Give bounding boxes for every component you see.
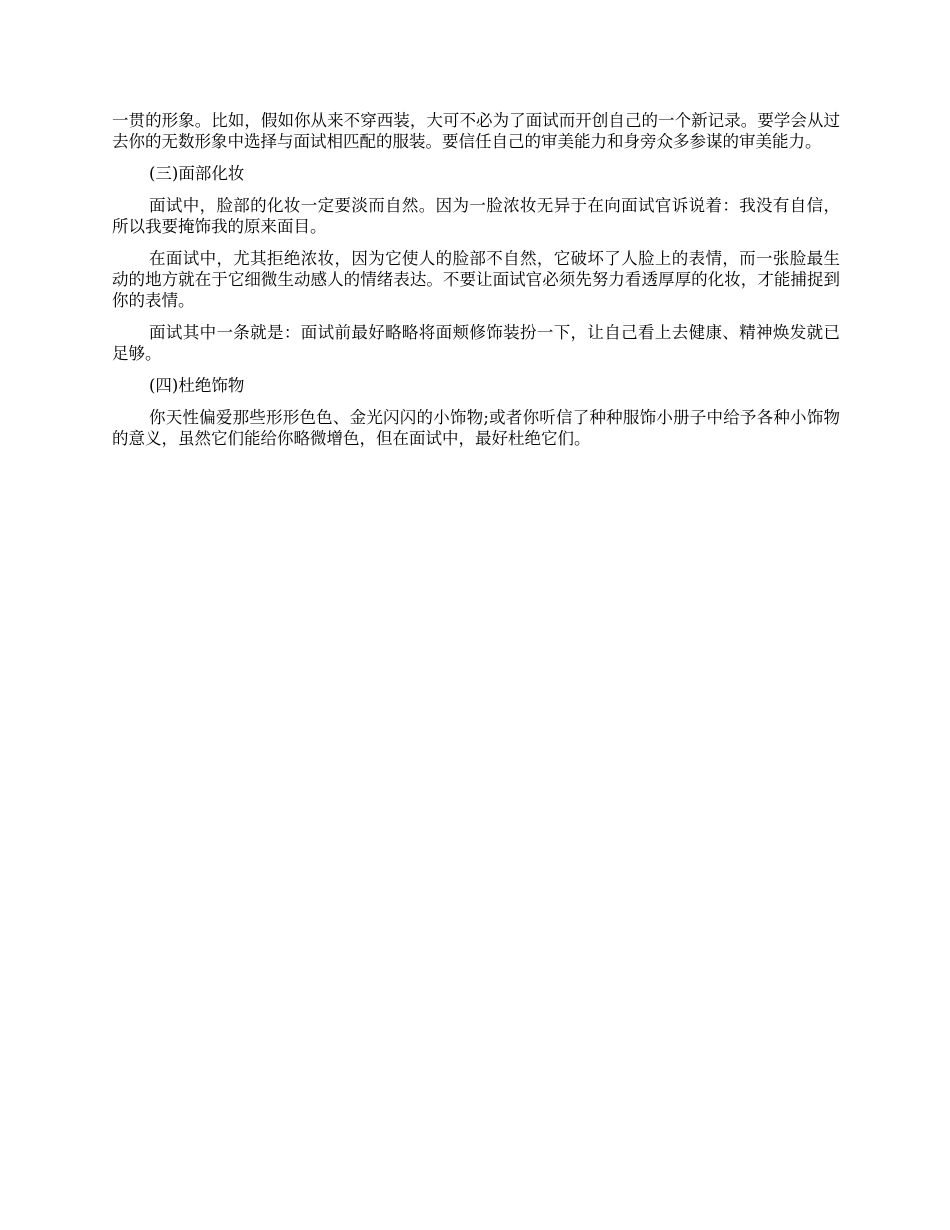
paragraph-light-grooming: 面试其中一条就是：面试前最好略略将面颊修饰装扮一下，让自己看上去健康、精神焕发就已足够。 xyxy=(112,323,840,363)
section-heading-accessories: (四)杜绝饰物 xyxy=(149,376,245,395)
paragraph-makeup-natural: 面试中，脸部的化妆一定要淡而自然。因为一脸浓妆无异于在向面试官诉说着：我没有自信，所以我要掩饰我的原来面目。 xyxy=(112,196,840,236)
paragraph-no-heavy-makeup: 在面试中，尤其拒绝浓妆，因为它使人的脸部不自然，它破坏了人脸上的表情，而一张脸最生动的地方就在于它细微生动感人的情绪表达。不要让面试官必须先努力看透厚厚的化妆，才能捕捉到你的表情。 xyxy=(112,249,840,310)
document-body xyxy=(112,110,840,460)
paragraph-clothing-continued: 一贯的形象。比如，假如你从来不穿西装，大可不必为了面试而开创自己的一个新记录。要学会从过去你的无数形象中选择与面试相匹配的服装。要信任自己的审美能力和身旁众多参谋的审美能力。 xyxy=(112,111,840,151)
section-heading-makeup: (三)面部化妆 xyxy=(149,164,245,183)
paragraph-avoid-accessories: 你天性偏爱那些形形色色、金光闪闪的小饰物;或者你听信了种种服饰小册子中给予各种小饰物的意义，虽然它们能给你略微增色，但在面试中，最好杜绝它们。 xyxy=(112,408,840,448)
